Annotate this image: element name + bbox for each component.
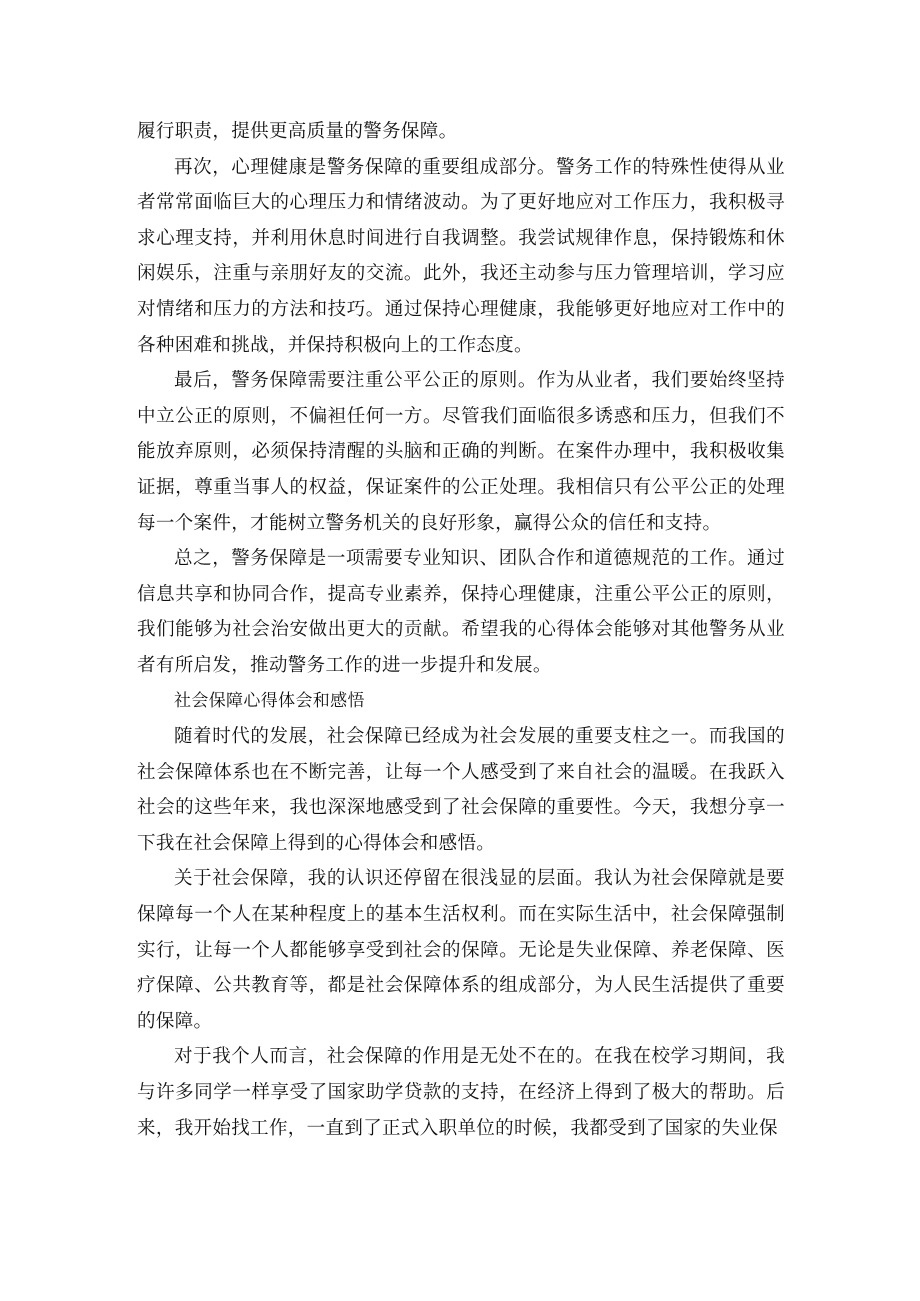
paragraph-intro: 随着时代的发展，社会保障已经成为社会发展的重要支柱之一。而我国的社会保障体系也在不断完善，让每一个人感受到了来自社会的温暖。在我跃入社会的这些年来，我也深深地感受到了社会保障的重要性。今天，我想分享一下我在社会保障上得到的心得体会和感悟。 (137, 726, 785, 854)
paragraph-mental-health: 再次，心理健康是警务保障的重要组成部分。警务工作的特殊性使得从业者常常面临巨大的心理压力和情绪波动。为了更好地应对工作压力，我积极寻求心理支持，并利用休息时间进行自我调整。我尝试规律作息，保持锻炼和休闲娱乐，注重与亲朋好友的交流。此外，我还主动参与压力管理培训，学习应对情绪和压力的方法和技巧。通过保持心理健康，我能够更好地应对工作中的各种困难和挑战，并保持积极向上的工作态度。 (137, 156, 785, 356)
paragraph-continued: 履行职责，提供更高质量的警务保障。 (137, 121, 458, 142)
paragraph-summary: 总之，警务保障是一项需要专业知识、团队合作和道德规范的工作。通过信息共享和协同合作，提高专业素养，保持心理健康，注重公平公正的原则，我们能够为社会治安做出更大的贡献。希望我的心得体会能够对其他警务从业者有所启发，推动警务工作的进一步提升和发展。 (137, 548, 785, 676)
paragraph-personal: 对于我个人而言，社会保障的作用是无处不在的。在我在校学习期间，我与许多同学一样享受了国家助学贷款的支持，在经济上得到了极大的帮助。后来，我开始找工作，一直到了正式入职单位的时候，我都受到了国家的失业保 (137, 1046, 785, 1139)
document-body (137, 114, 785, 1146)
section-title: 社会保障心得体会和感悟 (174, 690, 365, 711)
paragraph-understanding: 关于社会保障，我的认识还停留在很浅显的层面。我认为社会保障就是要保障每一个人在某种程度上的基本生活权利。而在实际生活中，社会保障强制实行，让每一个人都能够享受到社会的保障。无论是失业保障、养老保障、医疗保障、公共教育等，都是社会保障体系的组成部分，为人民生活提供了重要的保障。 (137, 868, 785, 1032)
paragraph-fairness: 最后，警务保障需要注重公平公正的原则。作为从业者，我们要始终坚持中立公正的原则，不偏袒任何一方。尽管我们面临很多诱惑和压力，但我们不能放弃原则，必须保持清醒的头脑和正确的判断。在案件办理中，我积极收集证据，尊重当事人的权益，保证案件的公正处理。我相信只有公平公正的处理每一个案件，才能树立警务机关的良好形象，赢得公众的信任和支持。 (137, 370, 785, 534)
